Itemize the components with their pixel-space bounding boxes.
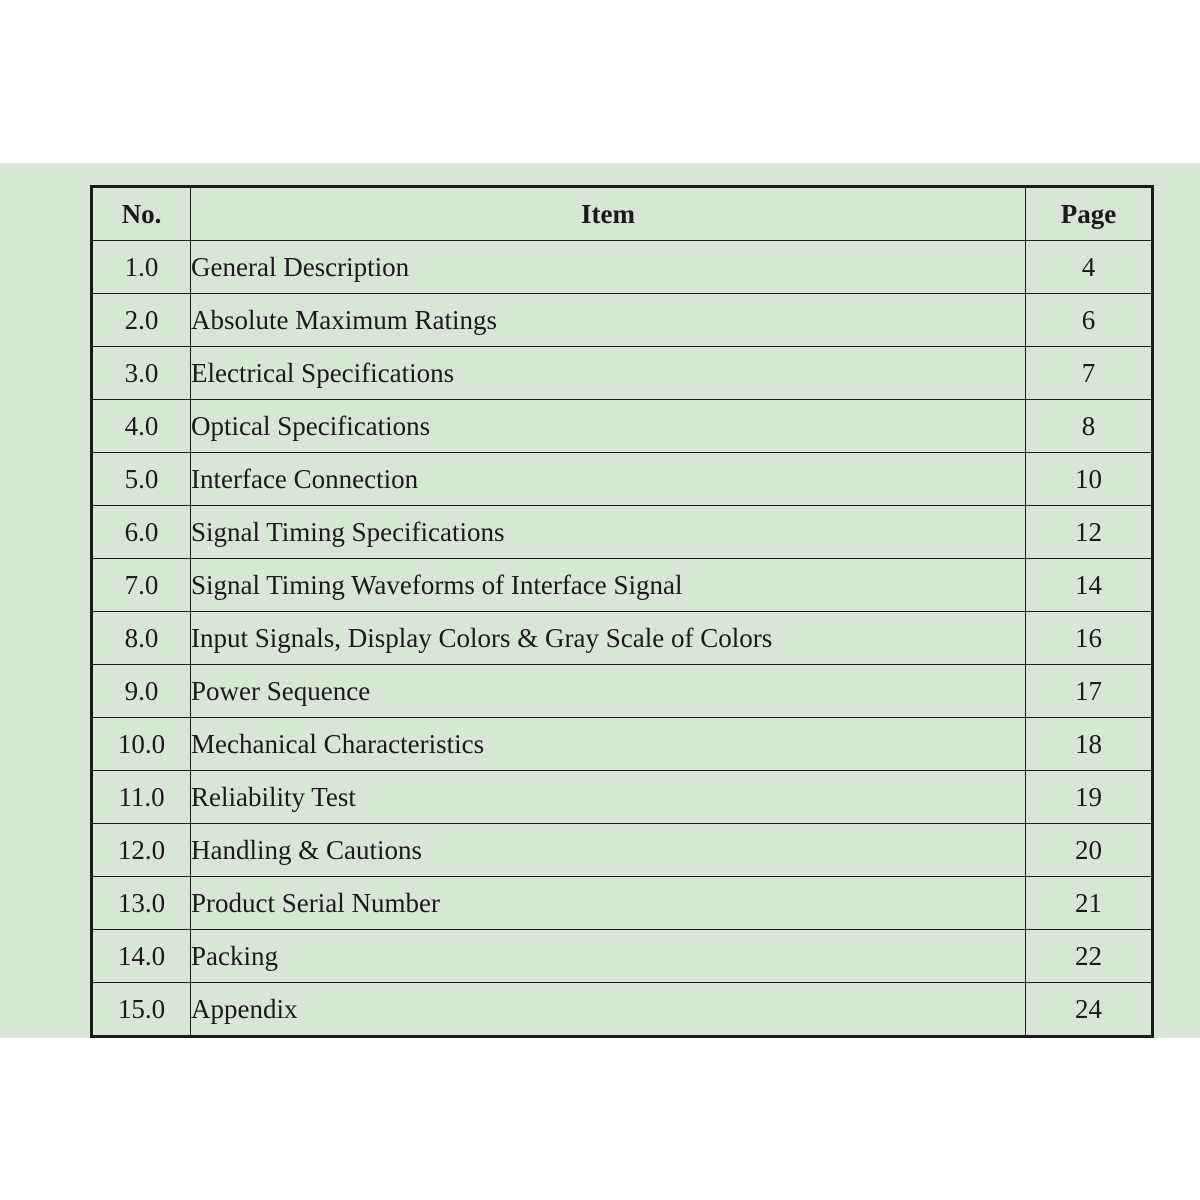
row-number: 5.0 <box>92 453 191 506</box>
row-page: 12 <box>1026 506 1153 559</box>
row-number: 10.0 <box>92 718 191 771</box>
row-page: 10 <box>1026 453 1153 506</box>
row-number: 9.0 <box>92 665 191 718</box>
row-item: Signal Timing Waveforms of Interface Signal <box>191 559 1026 612</box>
row-item: Handling & Cautions <box>191 824 1026 877</box>
row-page: 4 <box>1026 241 1153 294</box>
row-item: Power Sequence <box>191 665 1026 718</box>
header-no: No. <box>92 187 191 241</box>
row-page: 17 <box>1026 665 1153 718</box>
row-item: Optical Specifications <box>191 400 1026 453</box>
row-page: 24 <box>1026 983 1153 1037</box>
row-item: Absolute Maximum Ratings <box>191 294 1026 347</box>
header-item: Item <box>191 187 1026 241</box>
row-page: 8 <box>1026 400 1153 453</box>
row-number: 8.0 <box>92 612 191 665</box>
row-number: 12.0 <box>92 824 191 877</box>
row-number: 4.0 <box>92 400 191 453</box>
row-number: 11.0 <box>92 771 191 824</box>
row-item: Mechanical Characteristics <box>191 718 1026 771</box>
row-page: 21 <box>1026 877 1153 930</box>
row-page: 22 <box>1026 930 1153 983</box>
table-row <box>92 559 1153 612</box>
table-row <box>92 665 1153 718</box>
row-number: 7.0 <box>92 559 191 612</box>
table-row <box>92 877 1153 930</box>
table-of-contents <box>90 185 1154 1038</box>
table-row <box>92 400 1153 453</box>
table-row <box>92 347 1153 400</box>
row-page: 20 <box>1026 824 1153 877</box>
row-item: Signal Timing Specifications <box>191 506 1026 559</box>
row-page: 6 <box>1026 294 1153 347</box>
row-item: Appendix <box>191 983 1026 1037</box>
row-number: 6.0 <box>92 506 191 559</box>
table-row <box>92 771 1153 824</box>
row-item: Reliability Test <box>191 771 1026 824</box>
row-number: 1.0 <box>92 241 191 294</box>
header-row <box>92 187 1153 241</box>
table-row <box>92 930 1153 983</box>
row-page: 18 <box>1026 718 1153 771</box>
table-row <box>92 506 1153 559</box>
row-item: Input Signals, Display Colors & Gray Scale of Colors <box>191 612 1026 665</box>
row-page: 16 <box>1026 612 1153 665</box>
header-page: Page <box>1026 187 1153 241</box>
row-item: Product Serial Number <box>191 877 1026 930</box>
table-row <box>92 241 1153 294</box>
table-row <box>92 294 1153 347</box>
row-page: 7 <box>1026 347 1153 400</box>
table-row <box>92 453 1153 506</box>
row-number: 2.0 <box>92 294 191 347</box>
table-row <box>92 983 1153 1037</box>
row-item: Packing <box>191 930 1026 983</box>
row-number: 13.0 <box>92 877 191 930</box>
row-page: 14 <box>1026 559 1153 612</box>
table-row <box>92 718 1153 771</box>
table-row <box>92 612 1153 665</box>
row-number: 15.0 <box>92 983 191 1037</box>
row-page: 19 <box>1026 771 1153 824</box>
row-number: 14.0 <box>92 930 191 983</box>
table-row <box>92 824 1153 877</box>
row-item: Electrical Specifications <box>191 347 1026 400</box>
row-item: General Description <box>191 241 1026 294</box>
row-number: 3.0 <box>92 347 191 400</box>
row-item: Interface Connection <box>191 453 1026 506</box>
